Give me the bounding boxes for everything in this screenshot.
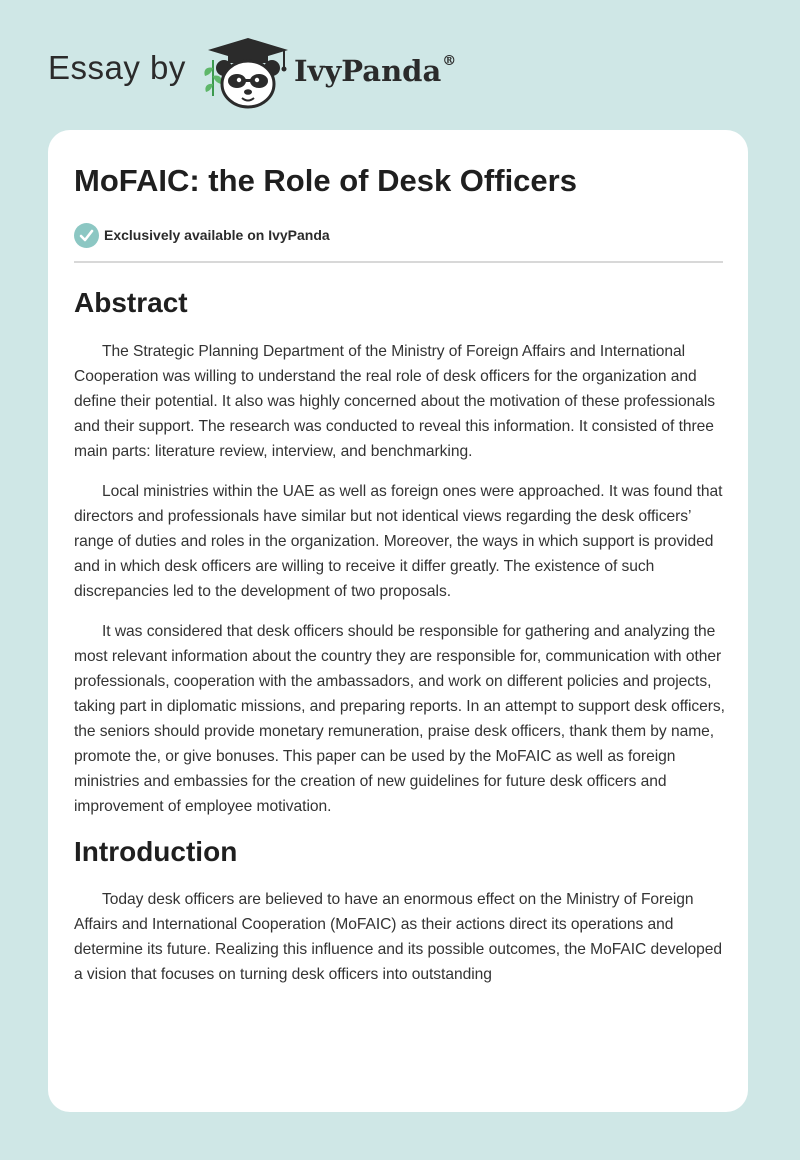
site-header (48, 34, 508, 110)
paragraph: Local ministries within the UAE as well as foreign ones were approached. It was found that directors and professionals have similar but not identical views regarding the desk officers’ range of duties and roles in the organization. Moreover, the ways in which support is provided and in which desk officers are willing to receive it differ greatly. The existence of such discrepancies led to the development of two proposals. (74, 483, 723, 600)
essay-card (48, 130, 748, 1112)
section-heading-abstract: Abstract (74, 287, 188, 318)
panda-logo-icon[interactable] (206, 36, 290, 110)
exclusive-badge-text: Exclusively available on IvyPanda (104, 227, 330, 243)
page-title: MoFAIC: the Role of Desk Officers (74, 163, 577, 198)
paragraph: The Strategic Planning Department of the Ministry of Foreign Affairs and International Cooperation was willing to understand the real role of desk officers for the organization and define their potential. It also was highly concerned about the motivation of these professionals and their support. The research was conducted to reveal this information. It consisted of three main parts: literature review, interview, and benchmarking. (74, 343, 716, 460)
registered-mark: ® (442, 53, 457, 69)
exclusive-badge (74, 222, 330, 248)
check-icon (74, 223, 99, 248)
paragraph: Today desk officers are believed to have an enormous effect on the Ministry of Foreign Affairs and International Cooperation (MoFAIC) as their actions direct its operations and determine its future. Realizing this influence and its possible outcomes, the MoFAIC developed a vision that focuses on turning desk officers into outstanding (74, 891, 722, 983)
essay-content (74, 282, 726, 987)
paragraph: It was considered that desk officers should be responsible for gathering and analyzing the most relevant information about the country they are responsible for, communication with other professionals, cooperation with the ambassadors, and work on different policies and projects, taking part in diplomatic missions, and preparing reports. In an attempt to support desk officers, the seniors should provide monetary remuneration, praise desk officers, thank them by name, promote the, or give bonuses. This paper can be used by the MoFAIC as well as foreign ministries and embassies for the creation of new guidelines for future desk officers and improvement of employee motivation. (74, 623, 725, 815)
brand-text: IvyPanda (294, 54, 442, 88)
essay-by-label: Essay by (48, 49, 186, 86)
brand-name[interactable] (294, 53, 456, 88)
title-divider (74, 261, 723, 263)
section-heading-introduction: Introduction (74, 836, 238, 867)
